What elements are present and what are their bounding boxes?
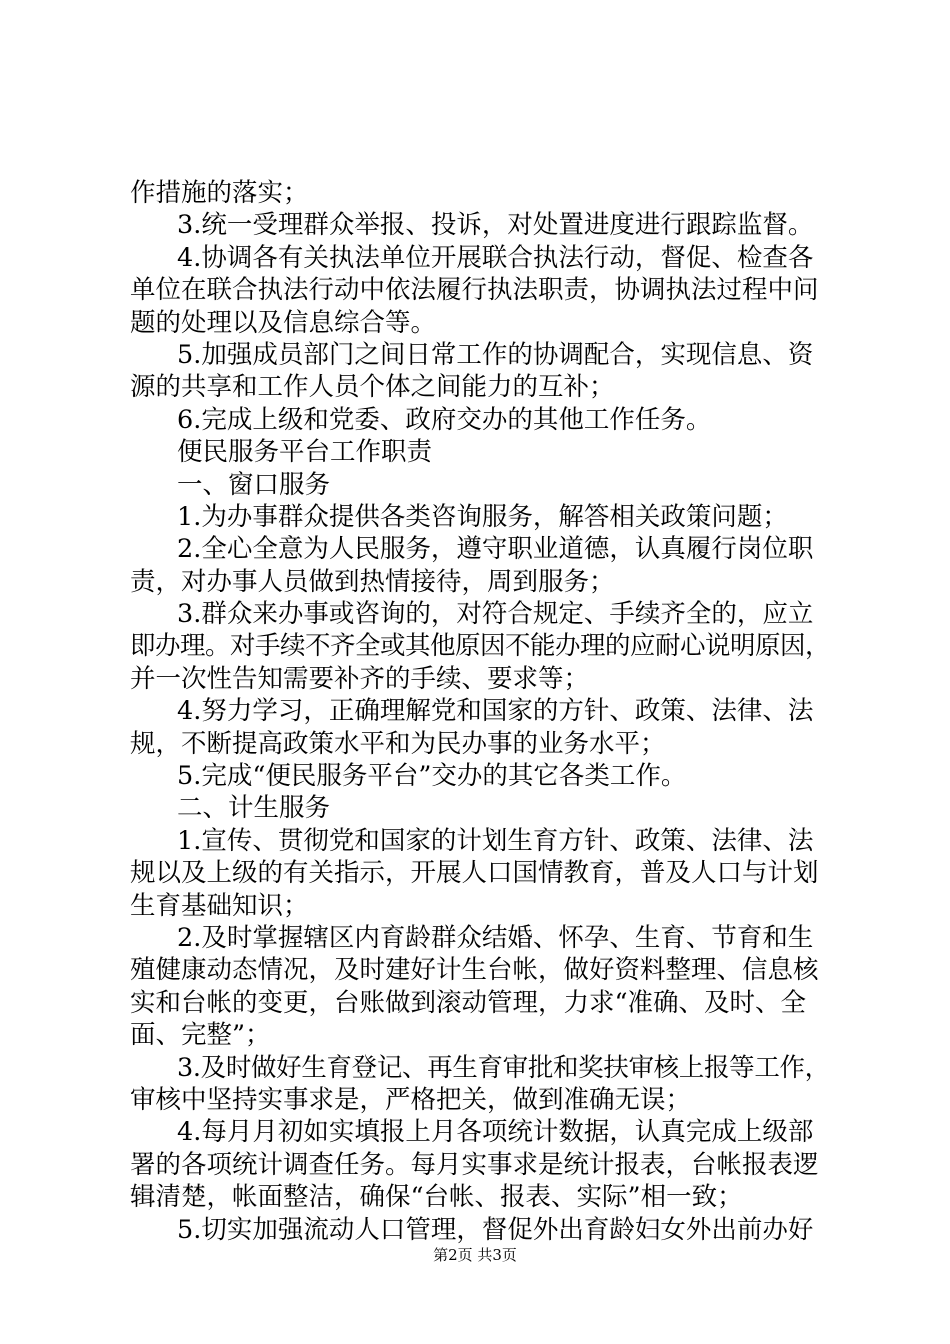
text-line: 署的各项统计调查任务。每月实事求是统计报表，台帐报表逻	[130, 1149, 819, 1180]
text-line: 3.及时做好生育登记、再生育审批和奖扶审核上报等工作，	[177, 1052, 830, 1083]
text-line: 辑清楚，帐面整洁，确保“台帐、报表、实际”相一致；	[130, 1182, 743, 1213]
text-line: 5.加强成员部门之间日常工作的协调配合，实现信息、资	[177, 339, 814, 370]
text-line: 3.统一受理群众举报、投诉，对处置进度进行跟踪监督。	[177, 210, 814, 241]
text-line: 源的共享和工作人员个体之间能力的互补；	[130, 372, 615, 403]
text-line: 题的处理以及信息综合等。	[130, 307, 437, 338]
text-line: 4.每月月初如实填报上月各项统计数据，认真完成上级部	[177, 1117, 814, 1148]
text-line: 3.群众来办事或咨询的，对符合规定、手续齐全的，应立	[177, 599, 814, 630]
text-line: 便民服务平台工作职责	[177, 437, 433, 468]
text-line: 1.为办事群众提供各类咨询服务，解答相关政策问题；	[177, 501, 788, 532]
text-line: 一、窗口服务	[177, 469, 331, 500]
text-line: 作措施的落实；	[130, 178, 309, 208]
page-footer: 第2页 共3页	[433, 1246, 517, 1264]
text-line: 规，不断提高政策水平和为民办事的业务水平；	[130, 728, 666, 759]
text-line: 实和台帐的变更，台账做到滚动管理，力求“准确、及时、全	[130, 987, 807, 1018]
text-line: 5.完成“便民服务平台”交办的其它各类工作。	[177, 761, 687, 792]
text-line: 2.全心全意为人民服务，遵守职业道德，认真履行岗位职	[177, 534, 814, 565]
text-line: 审核中坚持实事求是，严格把关，做到准确无误；	[130, 1084, 692, 1115]
text-line: 二、计生服务	[177, 793, 331, 824]
text-line: 面、完整”；	[130, 1020, 271, 1051]
text-line: 6.完成上级和党委、政府交办的其他工作任务。	[177, 404, 712, 435]
text-line: 责，对办事人员做到热情接待，周到服务；	[130, 566, 615, 597]
text-line: 5.切实加强流动人口管理，督促外出育龄妇女外出前办好	[177, 1214, 814, 1245]
text-line: 2.及时掌握辖区内育龄群众结婚、怀孕、生育、节育和生	[177, 922, 814, 953]
text-line: 规以及上级的有关指示，开展人口国情教育，普及人口与计划	[130, 858, 819, 889]
document-body	[130, 177, 830, 1246]
text-line: 4.努力学习，正确理解党和国家的方针、政策、法律、法	[177, 696, 814, 727]
text-line: 即办理。对手续不齐全或其他原因不能办理的应耐心说明原因，	[130, 631, 831, 662]
text-line: 生育基础知识；	[130, 890, 309, 921]
text-line: 并一次性告知需要补齐的手续、要求等；	[130, 663, 590, 694]
text-line: 1.宣传、贯彻党和国家的计划生育方针、政策、法律、法	[177, 825, 814, 856]
text-line: 单位在联合执法行动中依法履行执法职责，协调执法过程中问	[130, 275, 819, 306]
text-line: 4.协调各有关执法单位开展联合执法行动，督促、检查各	[177, 242, 814, 273]
text-line: 殖健康动态情况，及时建好计生台帐，做好资料整理、信息核	[130, 955, 819, 986]
